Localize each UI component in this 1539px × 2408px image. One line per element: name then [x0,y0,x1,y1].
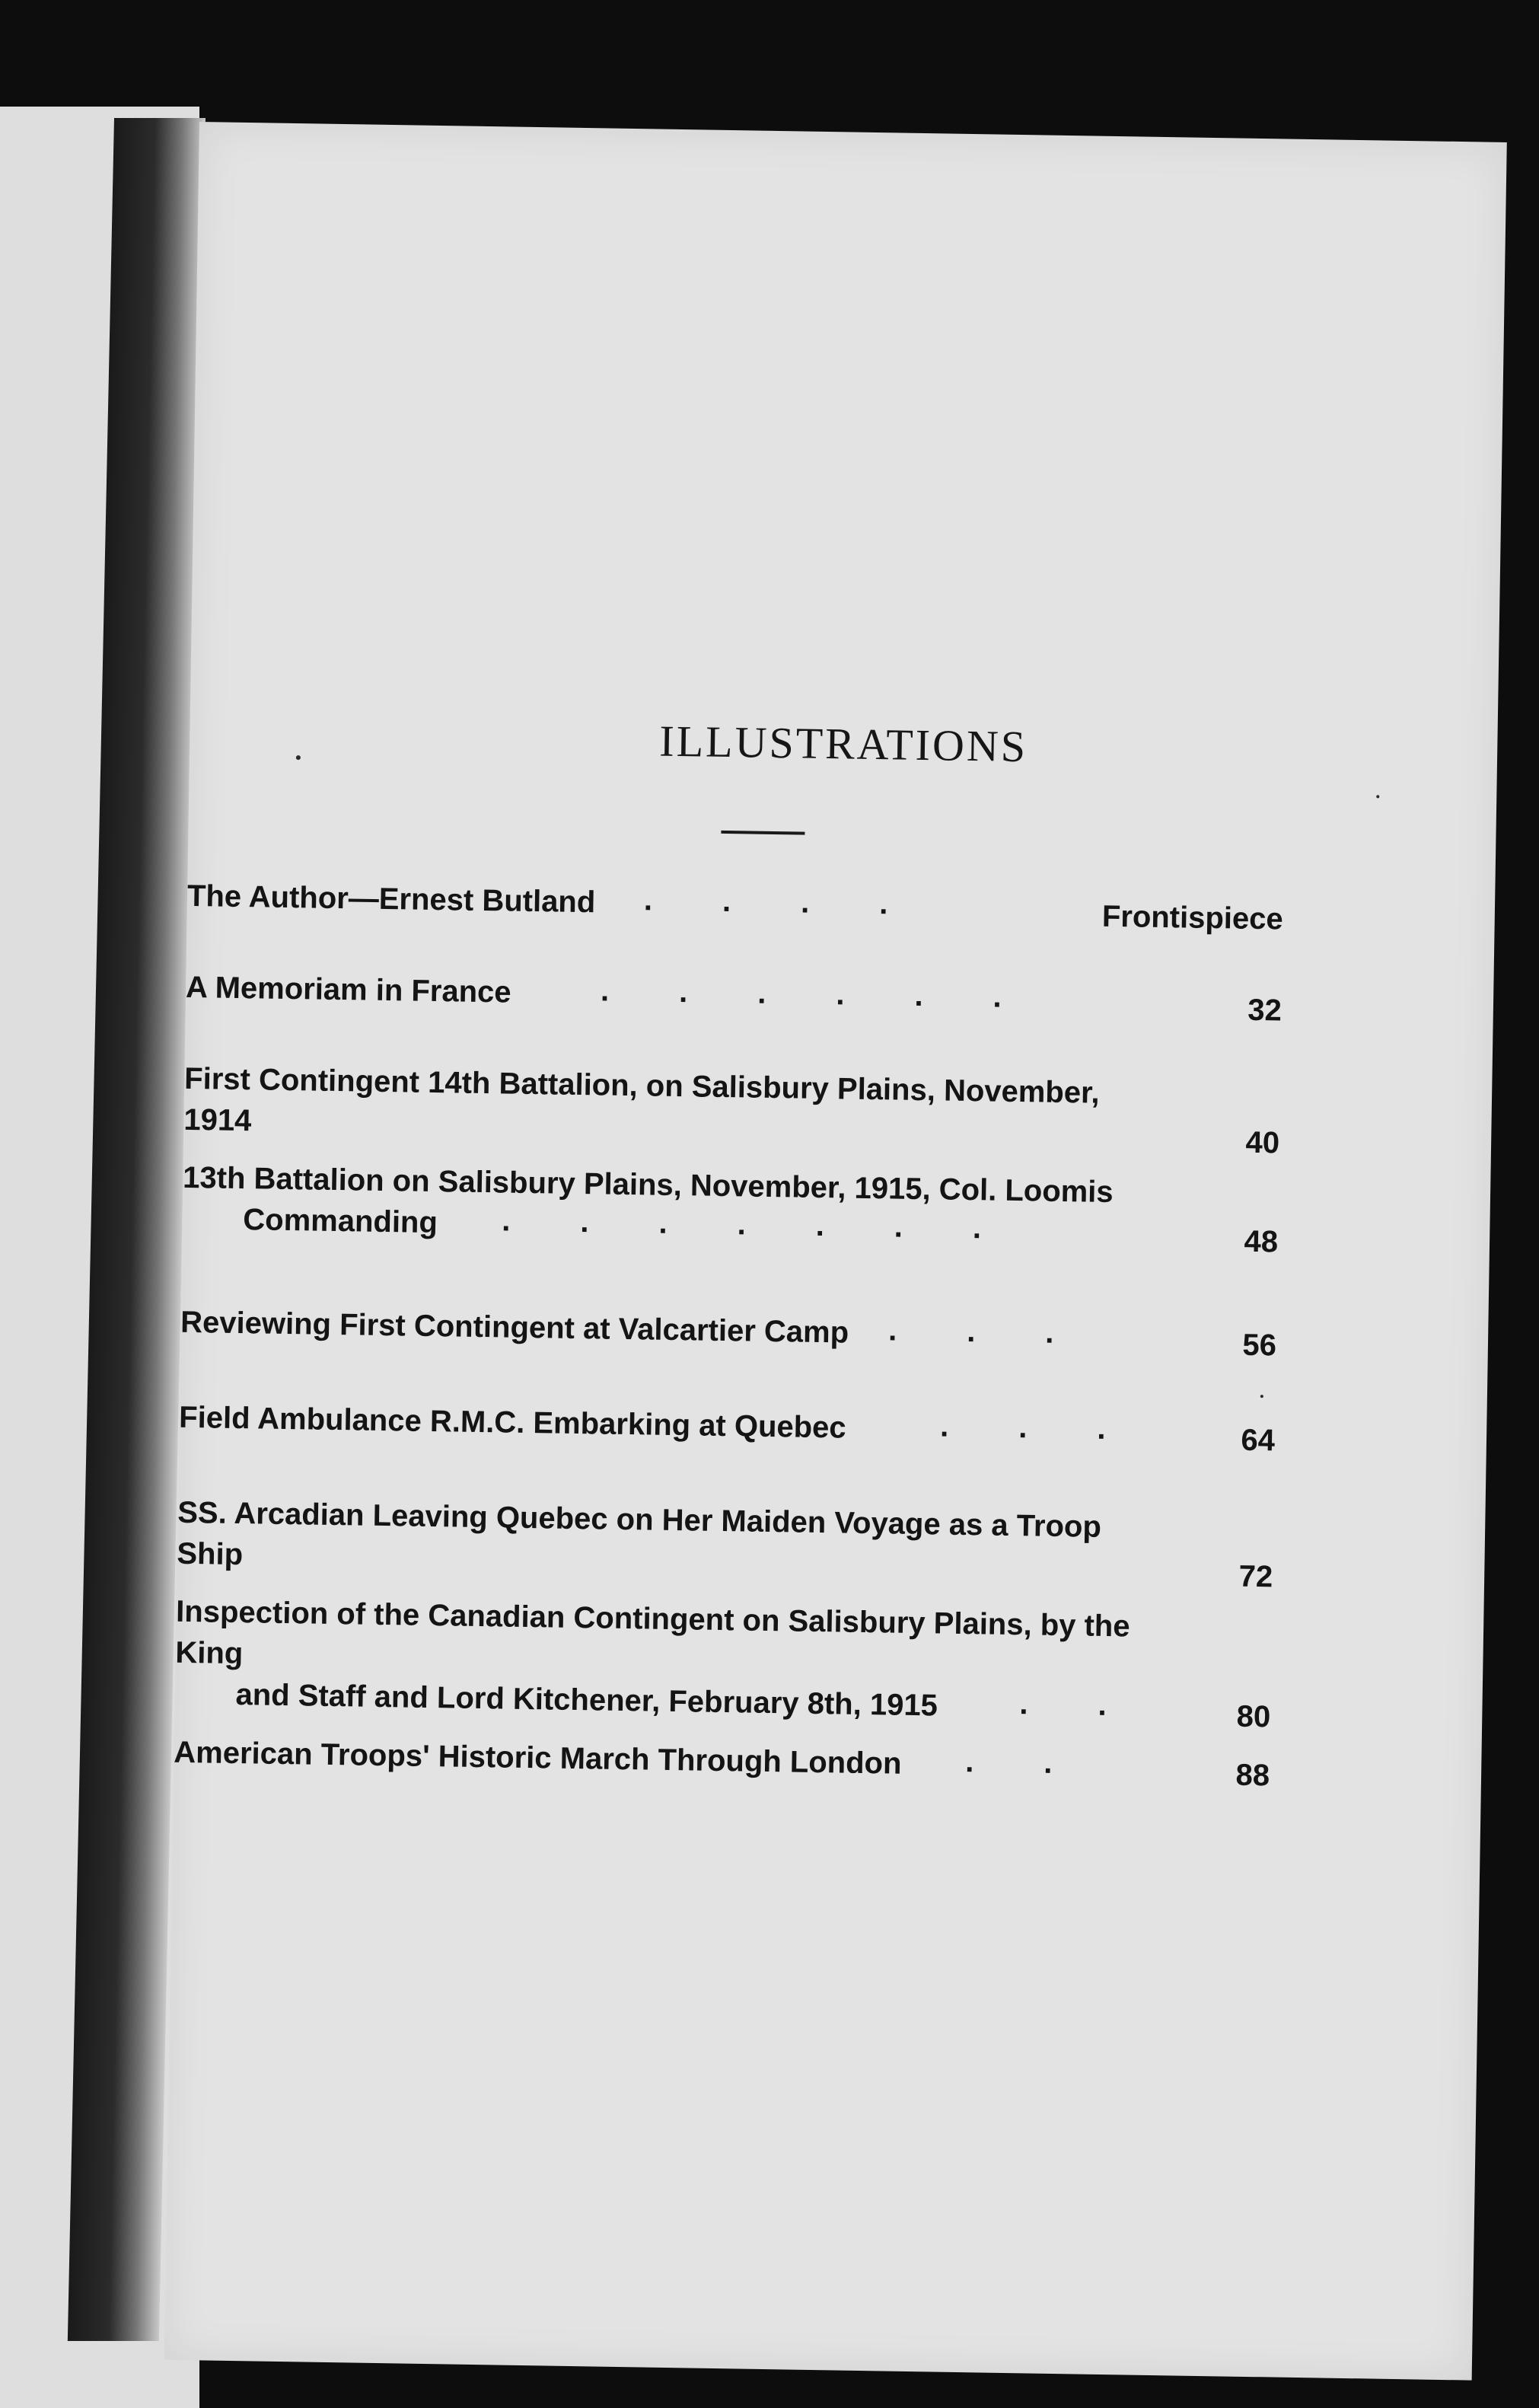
entry-page: 64 [1241,1423,1276,1458]
dot-leader: .. [964,1745,1123,1781]
dot-leader: ....... [502,1204,1052,1246]
entry-title: A Memoriam in France [185,970,511,1009]
entry-title: SS. Arcadian Leaving Quebec on Her Maiden Voyage as a Troop Ship [177,1495,1102,1572]
dot-leader: ... [939,1409,1176,1447]
list-item [185,967,1282,1028]
list-item [177,1492,1274,1592]
dot-leader: ... [887,1313,1124,1351]
entry-page: 48 [1244,1224,1279,1259]
paper-speck [1260,1395,1263,1398]
entry-title: Inspection of the Canadian Contingent on Salisbury Plains, by the King [175,1594,1130,1671]
entry-page: 72 [1238,1559,1273,1594]
list-item [174,1591,1272,1732]
book-page [164,122,1507,2381]
paper-speck [296,755,301,760]
entry-title: 13th Battalion on Salisbury Plains, November, 1915, Col. Loomis [182,1160,1114,1210]
illustrations-list [174,875,1284,1793]
entry-title-continued: Commanding [243,1203,438,1240]
entry-title: First Contingent 14th Battalion, on Salisbury Plains, November, 1914 [183,1061,1100,1138]
entry-page: 88 [1235,1758,1270,1793]
entry-page: Frontispiece [1101,899,1284,936]
list-item [182,1157,1279,1257]
entry-page: 32 [1247,993,1282,1028]
list-item [179,1397,1276,1456]
entry-title: The Author—Ernest Butland [186,879,596,920]
paper-speck [1376,795,1379,798]
entry-title: American Troops' Historic March Through London [174,1735,902,1781]
entry-title: Reviewing First Contingent at Valcartier Camp [180,1305,849,1350]
list-item [187,875,1284,934]
list-item [174,1732,1270,1791]
entry-page: 56 [1242,1328,1277,1363]
entry-page: 80 [1236,1699,1271,1734]
dot-leader: .. [1019,1687,1177,1724]
entry-title-continued: and Staff and Lord Kitchener, February 8th, 1915 [235,1678,938,1723]
entry-title: Field Ambulance R.M.C. Embarking at Quebec [178,1400,846,1445]
dot-leader: .... [643,883,958,922]
list-item [180,1302,1277,1363]
heading-rule [721,831,805,835]
page-heading: ILLUSTRATIONS [658,716,1028,772]
entry-page: 40 [1245,1125,1280,1160]
dot-leader: ...... [600,974,1072,1016]
list-item [183,1058,1281,1158]
